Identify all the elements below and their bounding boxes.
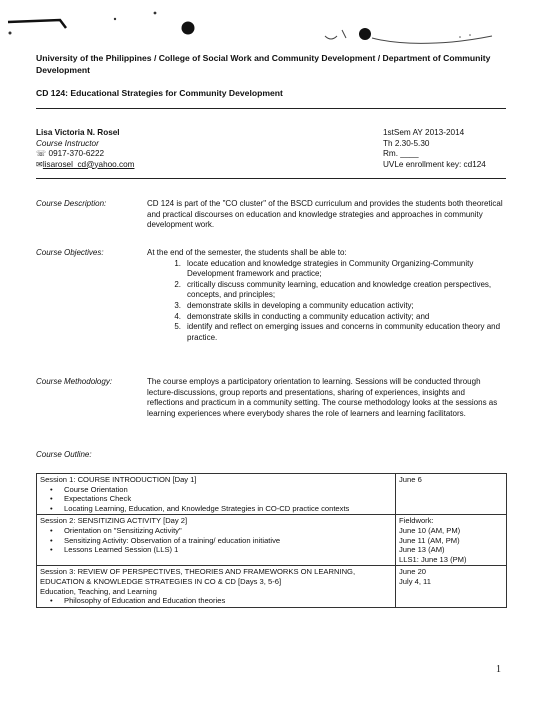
date-text: June 13 (AM) — [399, 545, 445, 555]
objective-item: 5. identify and reflect on emerging issues and concerns in community education theory and practice. — [174, 322, 501, 342]
dates-cell — [396, 474, 507, 515]
session-cell — [37, 515, 396, 566]
instructor-role: Course Instructor — [36, 138, 99, 148]
date-text: June 6 — [399, 475, 422, 484]
description-label: Course Description: — [36, 199, 107, 208]
date-text: Fieldwork: — [399, 516, 434, 526]
table-row — [37, 515, 507, 566]
info-divider — [36, 178, 506, 179]
class-time: Th 2.30-5.30 — [383, 138, 430, 148]
session-title: Session 3: REVIEW OF PERSPECTIVES, THEORIES AND FRAMEWORKS ON LEARNING, EDUCATION & KNOWLEDGE STRATEGIES IN CO & CD [Days 3, 5-6] — [40, 567, 356, 586]
date-text: June 11 (AM, PM) — [399, 535, 460, 545]
session-cell — [37, 474, 396, 515]
scan-artifact-marks — [0, 0, 543, 50]
session-title: Session 2: SENSITIZING ACTIVITY [Day 2] — [40, 516, 188, 526]
methodology-label: Course Methodology: — [36, 377, 113, 386]
methodology-text: The course employs a participatory orientation to learning. Sessions will be conducted through lecture-discussions, group reports and presentations, sharing of experiences, insights and reflections and practicum in a community setting. The course methodology looks at the sessions as learning experiences where everybody shares the role of learners and learning facilitators. — [147, 377, 498, 418]
list-item: • Lessons Learned Session (LLS) 1 — [50, 545, 179, 555]
course-title: CD 124: Educational Strategies for Community Development — [36, 88, 283, 98]
instructor-block — [36, 128, 134, 170]
room: Rm. ____ — [383, 149, 419, 158]
list-item: • Expectations Check — [50, 494, 132, 504]
instructor-email-line — [36, 160, 134, 171]
table-row — [37, 474, 507, 515]
course-outline-table — [36, 473, 507, 608]
semester: 1stSem AY 2013-2014 — [383, 128, 465, 137]
objective-item: 3. demonstrate skills in developing a community education activity; — [174, 300, 414, 310]
schedule-block — [383, 128, 486, 170]
objectives-label: Course Objectives: — [36, 248, 104, 257]
objectives-intro: At the end of the semester, the students shall be able to: — [147, 248, 347, 257]
institution-heading: University of the Philippines / College of Social Work and Community Development / Department of Community Development — [36, 53, 491, 75]
dates-cell — [396, 566, 507, 607]
uvle-key: UVLe enrollment key: cd124 — [383, 159, 486, 169]
session-subtitle: Education, Teaching, and Learning — [40, 586, 157, 596]
email-icon: ✉ — [36, 159, 43, 169]
date-text: July 4, 11 — [399, 576, 431, 586]
date-text: LLS1: June 13 (PM) — [399, 554, 467, 564]
instructor-email[interactable]: lisarosel_cd@yahoo.com — [42, 159, 135, 169]
description-text: CD 124 is part of the "CO cluster" of the BSCD curriculum and provides the students both theoretical and practical discourses on education and knowledge strategies and approaches in community development work. — [147, 199, 503, 230]
table-row — [37, 566, 507, 607]
instructor-phone: ☏ 0917-370-6222 — [36, 149, 105, 158]
list-item: • Philosophy of Education and Education theories — [50, 596, 226, 606]
list-item: • Locating Learning, Education, and Knowledge Strategies in CO-CD practice contexts — [50, 503, 350, 513]
session-cell — [37, 566, 396, 607]
list-item: • Sensitizing Activity: Observation of a training/ education initiative — [50, 535, 281, 545]
date-text: June 20 — [399, 567, 427, 577]
page-number: 1 — [496, 664, 501, 675]
date-text: June 10 (AM, PM) — [399, 525, 461, 535]
list-item: • Orientation on "Sensitizing Activity" — [50, 525, 182, 535]
dates-cell — [396, 515, 507, 566]
objective-item: 2. critically discuss community learning, education and knowledge creation perspectives, concepts, and principles; — [174, 279, 492, 300]
objective-item: 4. demonstrate skills in conducting a community education activity; and — [174, 311, 430, 321]
list-item: • Course Orientation — [50, 484, 128, 494]
header-divider — [36, 108, 506, 109]
session-title: Session 1: COURSE INTRODUCTION [Day 1] — [40, 475, 197, 484]
outline-label: Course Outline: — [36, 450, 92, 459]
instructor-name: Lisa Victoria N. Rosel — [36, 128, 120, 137]
objective-item: 1. locate education and knowledge strategies in Community Organizing-Community Development framework and practice; — [174, 258, 474, 279]
objectives-list — [147, 248, 503, 343]
